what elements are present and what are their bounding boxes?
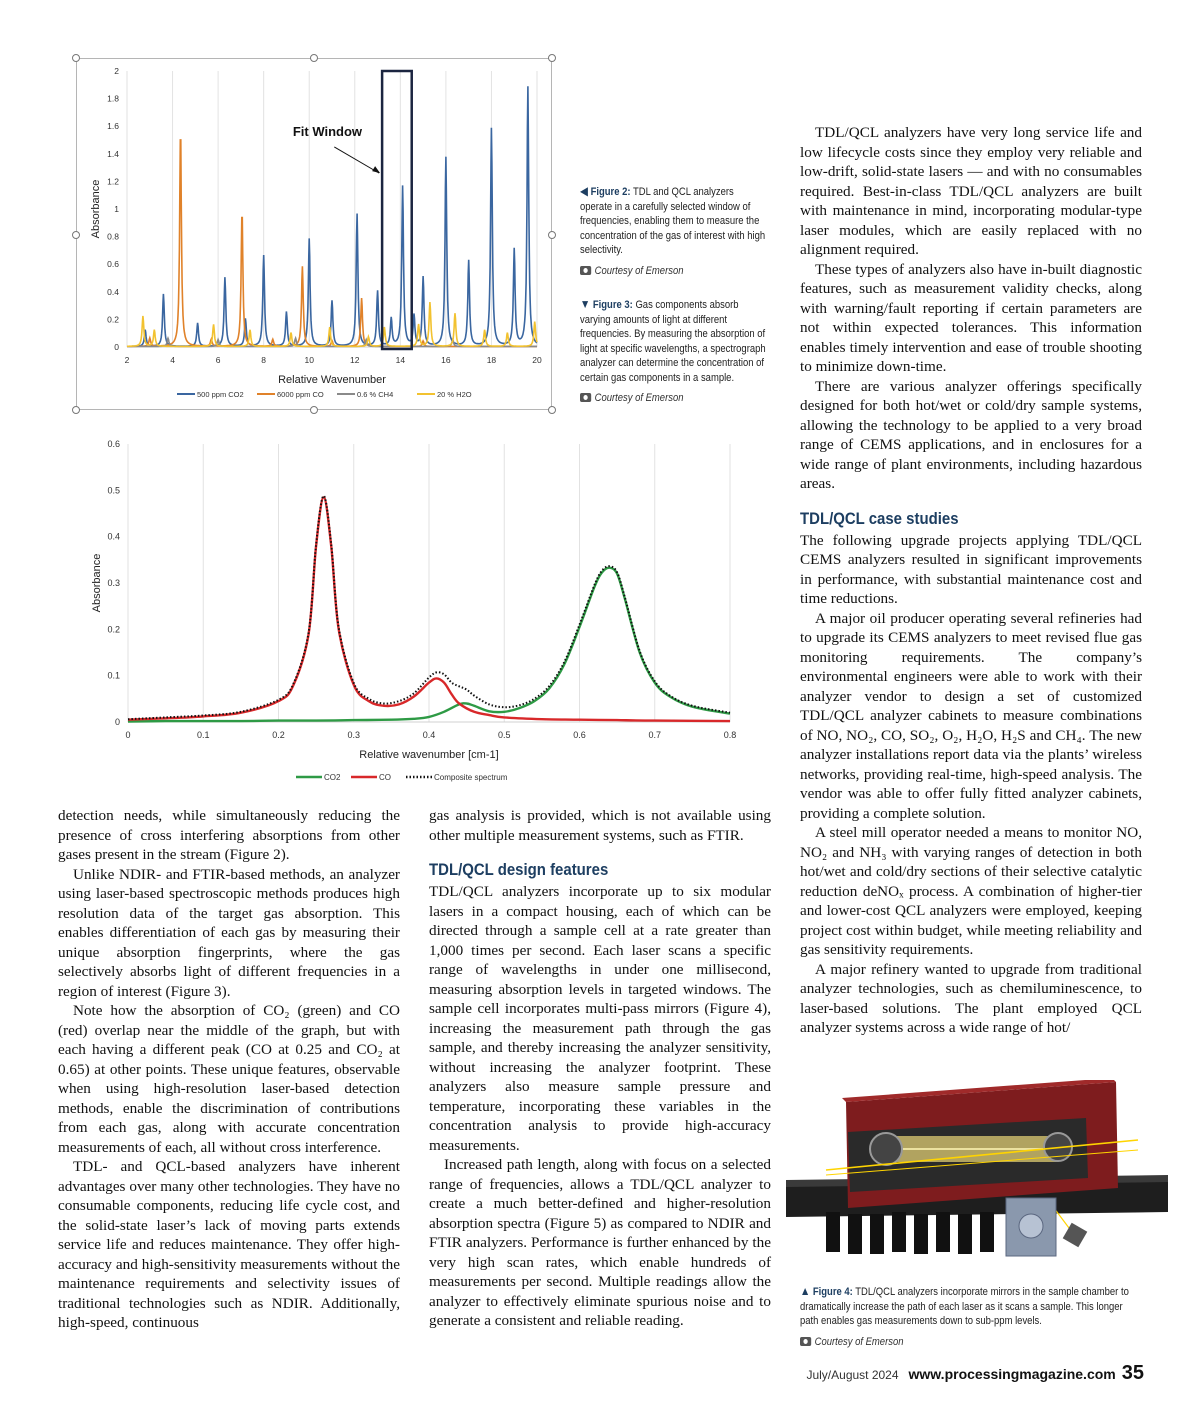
y-tick-label: 0 <box>114 717 120 727</box>
left-paragraph-1: detection needs, while simultaneously reducing the presence of cross interfering absorptions from other gases present in the stream (Figure 2). <box>58 807 400 863</box>
x-tick-label: 4 <box>170 355 175 365</box>
middle-column <box>429 806 771 1331</box>
left-paragraph-3: Note how the absorption of CO₂ (green) and CO (red) overlap near the middle of the graph, but with each having a different peak (CO at 0.25 and CO₂ at 0.65) at other points. These unique features, observable when using high-resolution laser-based detection methods, enable the discrimination of contributions from each gas, along with accurate concentration measurements of each, all without cross interference. <box>58 1002 400 1156</box>
x-axis-label: Relative Wavenumber <box>278 374 386 386</box>
x-tick-label: 2 <box>124 355 130 365</box>
left-column <box>58 806 400 1333</box>
x-tick-label: 18 <box>486 355 497 365</box>
x-tick-label: 10 <box>304 355 314 365</box>
right-paragraph-3: There are various analyzer offerings specifically designed for both hot/wet or cold/dry sample systems, allowing the technology to be applied to a very broad range of CEMS applications, and in enclosures for a wide range of plant environments, including hazardous areas. <box>800 377 1142 492</box>
x-tick-label: 20 <box>532 355 542 365</box>
y-tick-label: 0.4 <box>107 531 120 542</box>
y-axis-label: Absorbance <box>90 179 102 239</box>
figure-4-courtesy: Courtesy of Emerson <box>800 1335 1141 1350</box>
y-tick-label: 1.8 <box>107 93 119 104</box>
figure-4-label: Figure 4: <box>812 1286 853 1298</box>
right-paragraph-7: A major refinery wanted to upgrade from traditional analyzer technologies, such as chemiluminescence, to laser-based solutions. The plant employed QCL analyzer systems across a wide range of hot/ <box>800 960 1142 1036</box>
x-tick-label: 6 <box>215 355 221 365</box>
resize-handle-w[interactable] <box>72 231 80 239</box>
legend-label: 500 ppm CO2 <box>197 390 244 399</box>
legend-label: Composite spectrum <box>434 773 508 782</box>
section-heading-design-features: TDL/QCL design features <box>429 860 609 879</box>
page-number: 35 <box>1121 1362 1144 1384</box>
resize-handle-se[interactable] <box>548 406 556 414</box>
section-heading-case-studies: TDL/QCL case studies <box>800 508 959 528</box>
figure-4-analyzer-illustration <box>786 1080 1168 1280</box>
fit-window-label: Fit Window <box>292 123 363 139</box>
right-paragraph-6: A steel mill operator needed a means to monitor NO, NO₂ and NH₃ with varying ranges of detection in both hot/wet and cold/dry sections of their selective catalytic reduction deNOₓ process. A combination of higher-tier and lower-cost QCL analyzers were employed, keeping project cost within budget, while meeting reliability and gas sensitivity requirements. <box>800 824 1142 958</box>
page-footer <box>806 1362 1144 1386</box>
figure-3-chart-frame <box>78 432 760 794</box>
x-tick-label: 16 <box>441 355 451 365</box>
annotation-arrow <box>334 147 379 173</box>
legend-label: 0.6 % CH4 <box>357 390 394 399</box>
figure-3-caption-text: Gas components absorb varying amounts of light at different frequencies. By measuring the absorption of light at specific wavelengths, a spectrograph analyzer can determine the concentration of certain gas components in a sample. <box>580 299 766 384</box>
figure-4-caption <box>800 1284 1141 1349</box>
resize-handle-sw[interactable] <box>72 406 80 414</box>
x-tick-label: 0.8 <box>723 730 737 740</box>
x-tick-label: 0.6 <box>573 730 586 740</box>
x-tick-label: 14 <box>395 355 406 365</box>
caret-down-icon: ▼ <box>580 297 591 311</box>
x-tick-label: 0.5 <box>497 730 511 740</box>
right-paragraph-2: These types of analyzers also have in-built diagnostic features, such as measurement validity checks, along with warning/fault reporting if certain parameters are not within expected tolerances. This information enables timely intervention and ease of trouble shooting to minimize down-time. <box>800 260 1142 375</box>
figure-2-chart <box>77 59 551 409</box>
y-tick-label: 0.3 <box>107 578 120 588</box>
figure-3-chart <box>78 432 760 794</box>
y-tick-label: 2 <box>114 66 119 76</box>
right-paragraph-4: The following upgrade projects applying TDL/QCL CEMS analyzers resulted in significant improvements in performance, with substantial maintenance cost and time reductions. <box>800 531 1142 607</box>
fit-window-box <box>382 71 412 349</box>
y-tick-label: 0.8 <box>107 231 119 242</box>
y-tick-label: 0.2 <box>107 624 120 635</box>
x-tick-label: 0.4 <box>422 730 436 740</box>
figure-2-label: Figure 2: <box>590 186 631 198</box>
camera-icon <box>800 1337 811 1346</box>
left-paragraph-4: TDL- and QCL-based analyzers have inherent advantages over many other technologies. They have no consumable components, reducing life cycle cost, and the solid-state laser’s lack of moving parts extends service life and reduces maintenance. They offer high-accuracy and high-sensitivity measurements without the maintenance requirements and selectivity issues of traditional technologies such as NDIR. Additionally, high-speed, continuous <box>58 1158 400 1331</box>
legend-label: CO <box>379 773 391 782</box>
x-tick-label: 0.3 <box>347 730 361 740</box>
y-tick-label: 0.2 <box>107 314 119 325</box>
y-tick-label: 0.6 <box>107 259 119 270</box>
middle-intro-paragraph: gas analysis is provided, which is not available using other multiple measurement systems, such as FTIR. <box>429 807 771 844</box>
arrow-head-icon <box>372 166 380 173</box>
figure-3-caption <box>580 297 767 406</box>
figure-2-caption-text: TDL and QCL analyzers operate in a carefully selected window of frequencies, enabling them to measure the concentration of the gas of interest with high selectivity. <box>580 186 766 256</box>
resize-handle-nw[interactable] <box>72 54 80 62</box>
website-link[interactable]: www.processingmagazine.com <box>908 1366 1116 1382</box>
y-tick-label: 1.2 <box>107 176 119 187</box>
legend-label: 20 % H2O <box>437 390 472 399</box>
issue-date: July/August 2024 <box>806 1368 899 1382</box>
right-paragraph-1: TDL/QCL analyzers have very long service life and low lifecycle costs since they employ very reliable and low-drift, solid-state lasers — and with no consumables required. Best-in-class TDL/QCL analyzers are built with maintenance in mind, incorporating modular-type laser modules, which are easily replaced with no alignment required. <box>800 124 1142 258</box>
right-paragraph-5: A major oil producer operating several refineries had to upgrade its CEMS analyzers to meet revised flue gas monitoring requirements. The company’s environmental engineers were able to work with their analyzer vendor to design a set of customized TDL/QCL analyzer cabinets to measure combinations of NO, NO₂, CO, SO₂, O₂, H₂O, H₂S and CH₄. The new analyzer installations report data via the plants’ wireless networks, providing real-time, high-speed analysis. The vendor was able to offer fully fitted analyzer cabinets, providing a complete solution. <box>800 609 1142 822</box>
resize-handle-ne[interactable] <box>548 54 556 62</box>
figure-2-caption <box>580 184 767 278</box>
x-tick-label: 0.7 <box>648 730 662 740</box>
resize-handle-e[interactable] <box>548 231 556 239</box>
camera-icon <box>580 393 591 402</box>
y-tick-label: 1.6 <box>107 121 119 132</box>
legend-label: 6000 ppm CO <box>277 390 324 399</box>
figure-3-courtesy: Courtesy of Emerson <box>580 391 767 406</box>
figure-3-label: Figure 3: <box>592 299 633 311</box>
caret-left-icon: ◀ <box>580 184 588 198</box>
resize-handle-s[interactable] <box>310 406 318 414</box>
x-axis-label: Relative wavenumber [cm-1] <box>359 749 499 761</box>
y-tick-label: 0.1 <box>107 670 120 681</box>
y-tick-label: 1.4 <box>107 148 119 159</box>
y-axis-label: Absorbance <box>91 553 103 613</box>
y-tick-label: 0.4 <box>107 286 119 297</box>
x-tick-label: 0.1 <box>196 730 210 740</box>
y-tick-label: 0.5 <box>107 485 120 496</box>
left-paragraph-2: Unlike NDIR- and FTIR-based methods, an analyzer using laser-based spectroscopic methods produces high resolution data of the target gas absorption. This enables differentiation of each gas by measuring their unique absorption fingerprints, where the gas selectively absorbs light of different frequencies in a region of interest (Figure 3). <box>58 865 400 1000</box>
right-column <box>800 123 1142 1038</box>
middle-paragraph-1: TDL/QCL analyzers incorporate up to six modular lasers in a compact housing, each of which can be directed through a sample cell at a rate greater than 1,000 times per second. Each laser scans a specific range of wavelengths in under one millisecond, measuring absorption levels in targeted windows. The sample cell incorporates multi-pass mirrors (Figure 4), increasing the measurement path through the gas sample, and thereby increasing the analyzer sensitivity, without increasing the analyzer footprint. These analyzers also measure sample pressure and temperature, incorporating these variables in the concentration analysis to provide high-accuracy measurements. <box>429 883 771 1154</box>
x-tick-label: 8 <box>261 355 267 365</box>
y-tick-label: 0 <box>114 342 119 352</box>
middle-paragraph-2: Increased path length, along with focus on a selected range of frequencies, allows a TDL/QCL analyzer to create a much better-defined and higher-resolution absorption spectra (Figure 5) as compared to NDIR and FTIR analyzers. Performance is further enhanced by the very high scan rates, which enable hundreds of measurements per second. Multiple readings allow the analyzer to effectively eliminate spurious noise and to generate a consistent and reliable reading. <box>429 1156 771 1329</box>
x-tick-label: 0 <box>125 730 131 740</box>
figure-2-courtesy: Courtesy of Emerson <box>580 264 767 279</box>
legend-label: CO2 <box>324 773 341 782</box>
x-tick-label: 12 <box>350 355 360 365</box>
caret-up-icon: ▲ <box>800 1284 811 1298</box>
camera-icon <box>580 266 591 275</box>
x-tick-label: 0.2 <box>272 730 285 740</box>
y-tick-label: 0.6 <box>107 439 120 449</box>
resize-handle-n[interactable] <box>310 54 318 62</box>
y-tick-label: 1 <box>114 204 119 214</box>
figure-2-chart-frame <box>76 58 552 410</box>
figure-4-caption-text: TDL/QCL analyzers incorporate mirrors in the sample chamber to dramatically increase the path of each laser as it scans a sample. This longer path enables gas measurements down to sub-ppm levels. <box>800 1286 1129 1327</box>
